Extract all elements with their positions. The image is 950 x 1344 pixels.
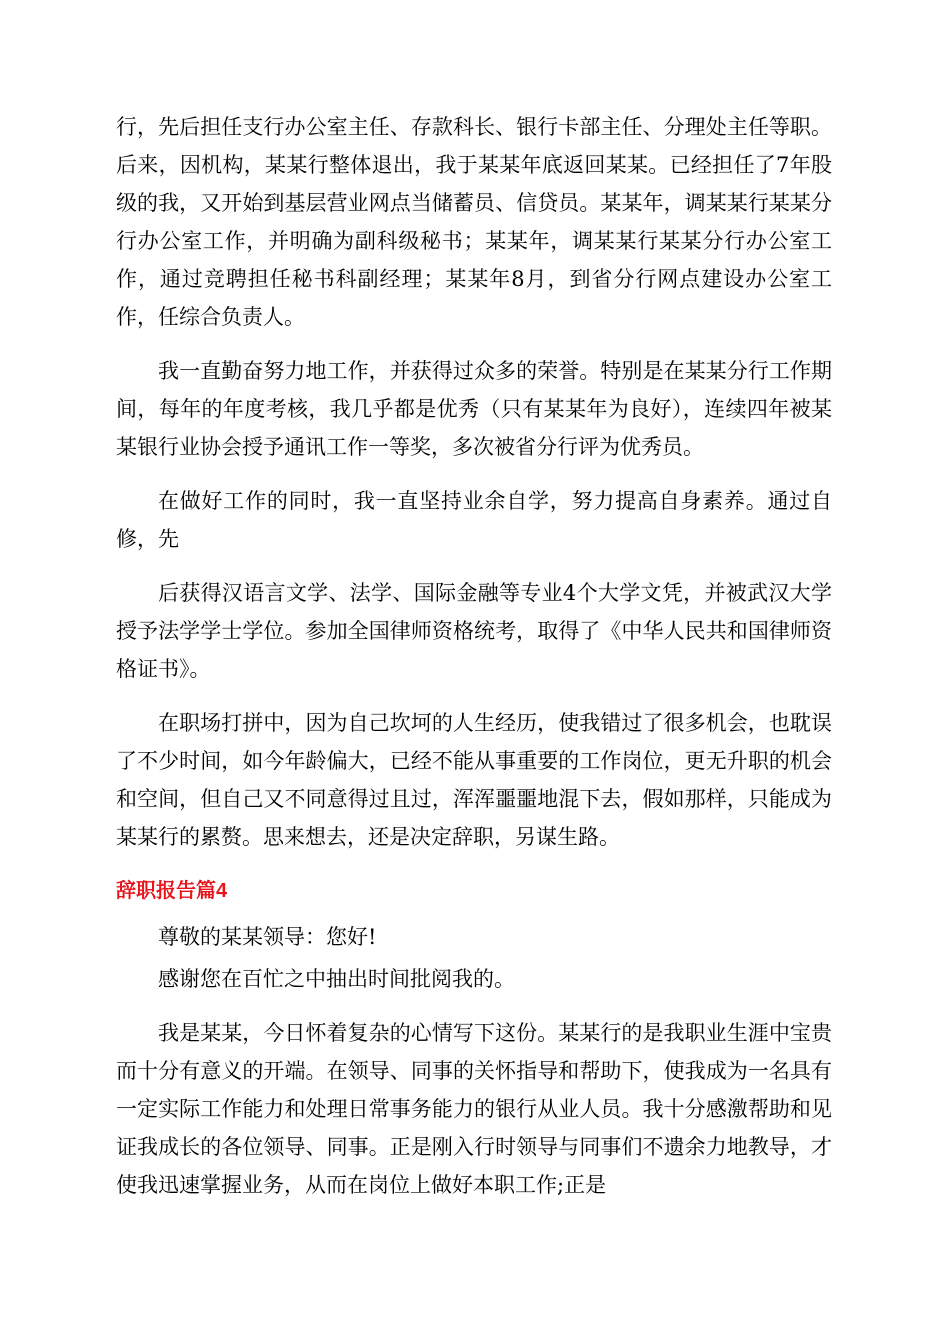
paragraph-career-history: 行，先后担任支行办公室主任、存款科长、银行卡部主任、分理处主任等职。后来，因机构，某某行整体退出，我于某某年底返回某某。已经担任了7年股级的我，又开始到基层营业网点当储蓄员、信贷员。某某年，调某某行某某分行办公室工作，并明确为副科级秘书；某某年，调某某行某某分行办公室工作，通过竞聘担任秘书科副经理；某某年8月，到省分行网点建设办公室工作，任综合负责人。 [116,115,832,329]
paragraph-degrees: 后获得汉语言文学、法学、国际金融等专业4个大学文凭，并被武汉大学授予法学学士学位。参加全国律师资格统考，取得了《中华人民共和国律师资格证书》。 [116,581,832,681]
paragraph-resignation-reason: 在职场打拼中，因为自己坎坷的人生经历，使我错过了很多机会，也耽误了不少时间，如今年龄偏大，已经不能从事重要的工作岗位，更无升职的机会和空间，但自己又不同意得过且过，浑浑噩噩地混下去，假如那样，只能成为某某行的累赘。思来想去，还是决定辞职，另谋生路。 [116,711,832,849]
paragraph-introduction: 我是某某，今日怀着复杂的心情写下这份。某某行的是我职业生涯中宝贵而十分有意义的开端。在领导、同事的关怀指导和帮助下，使我成为一名具有一定实际工作能力和处理日常事务能力的银行从业人员。我十分感激帮助和见证我成长的各位领导、同事。正是刚入行时领导与同事们不遗余力地教导，才使我迅速掌握业务，从而在岗位上做好本职工作;正是 [116,1021,832,1197]
section-heading: 辞职报告篇4 [116,880,228,902]
paragraph-salutation: 尊敬的某某领导：您好! [158,925,377,949]
document-body [116,108,832,1220]
paragraph-thanks: 感谢您在百忙之中抽出时间批阅我的。 [158,967,515,991]
paragraph-honors: 我一直勤奋努力地工作，并获得过众多的荣誉。特别是在某某分行工作期间，每年的年度考核，我几乎都是优秀（只有某某年为良好），连续四年被某某银行业协会授予通讯工作一等奖，多次被省分行评为优秀员。 [116,359,832,459]
paragraph-self-study: 在做好工作的同时，我一直坚持业余自学，努力提高自身素养。通过自修，先 [116,489,832,551]
